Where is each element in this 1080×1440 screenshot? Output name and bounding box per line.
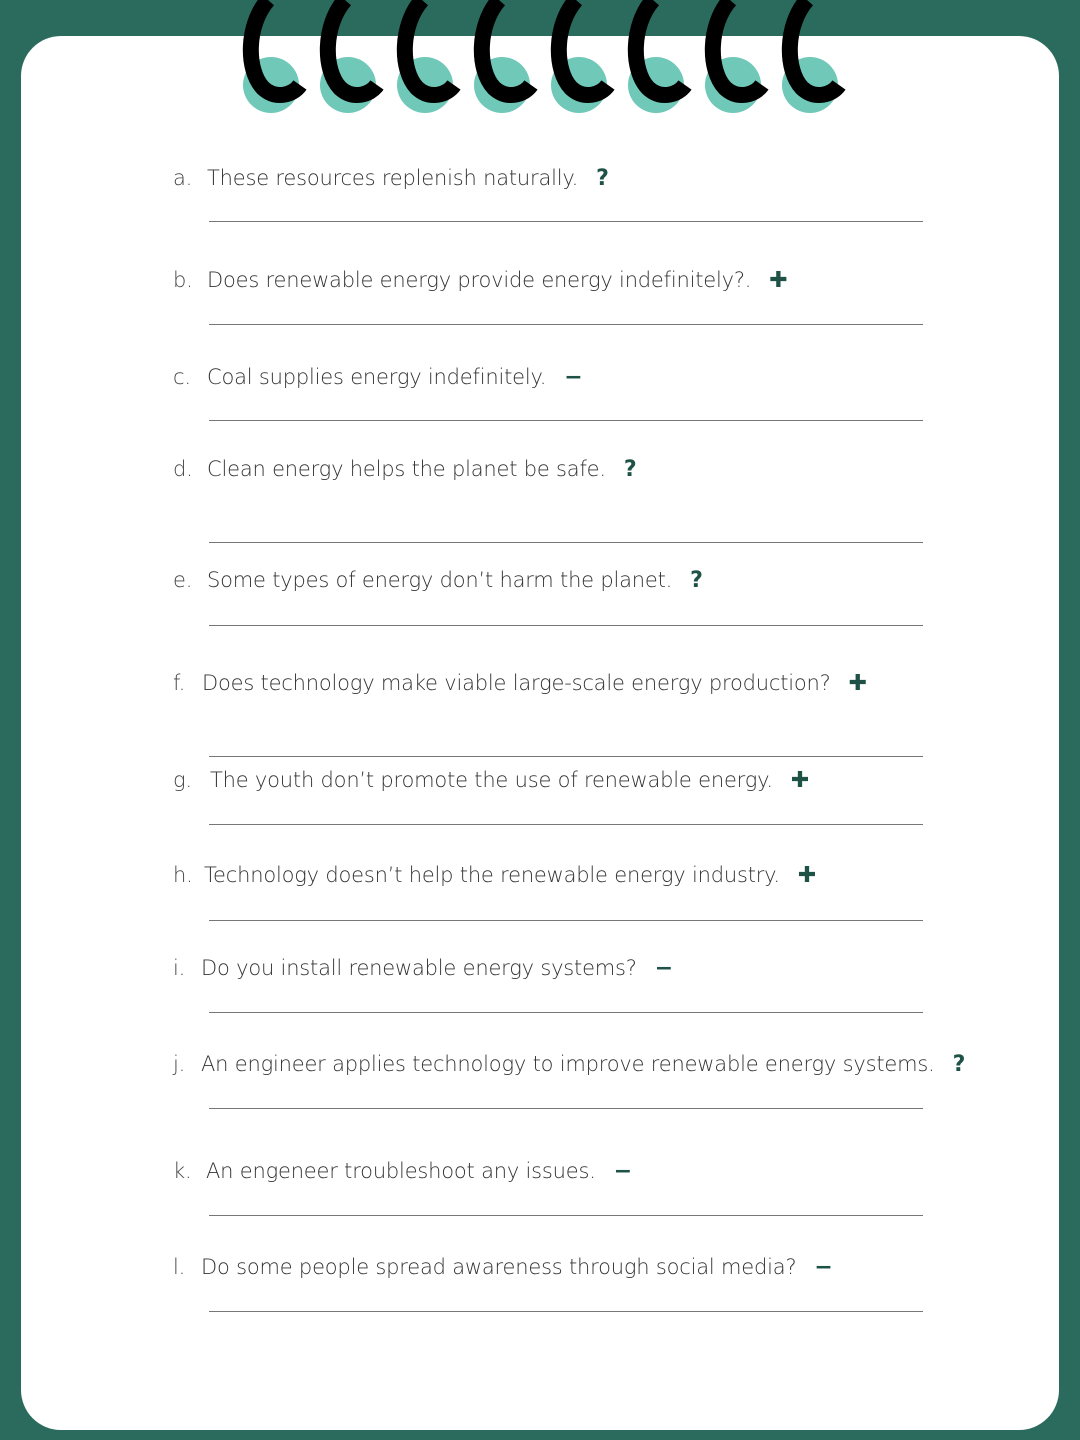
question-letter: b. — [173, 268, 193, 292]
question-text: Do you install renewable energy systems? — [201, 956, 637, 980]
question-letter: l. — [173, 1255, 186, 1279]
minus-icon: − — [654, 956, 673, 981]
question-text: An engineer applies technology to improve renewable energy systems. — [201, 1052, 935, 1076]
question-k — [173, 1159, 973, 1184]
question-f — [173, 671, 973, 696]
answer-line-f[interactable] — [209, 756, 923, 757]
question-mark-icon: ? — [690, 568, 703, 593]
question-c — [173, 365, 973, 390]
plus-icon: ✚ — [769, 268, 788, 293]
question-h — [173, 863, 973, 888]
question-letter: k. — [173, 1159, 192, 1183]
question-text: An engeneer troubleshoot any issues. — [206, 1159, 596, 1183]
question-i — [173, 956, 973, 981]
question-text: Coal supplies energy indefinitely. — [207, 365, 547, 389]
question-text: These resources replenish naturally. — [207, 166, 579, 190]
question-l — [173, 1255, 973, 1280]
question-mark-icon: ? — [952, 1052, 966, 1077]
question-a — [173, 166, 973, 191]
minus-icon: − — [564, 365, 583, 390]
question-text: Some types of energy don’t harm the planet. — [207, 568, 673, 592]
question-b — [173, 268, 973, 293]
question-d — [173, 457, 973, 482]
answer-line-b[interactable] — [209, 324, 923, 325]
question-letter: e. — [173, 568, 193, 592]
answer-line-d[interactable] — [209, 542, 923, 543]
question-letter: f. — [173, 671, 186, 695]
plus-icon: ✚ — [790, 768, 810, 793]
question-letter: d. — [173, 457, 193, 481]
question-letter: h. — [173, 863, 193, 887]
answer-line-c[interactable] — [209, 420, 923, 421]
answer-line-h[interactable] — [209, 920, 923, 921]
question-text: Does renewable energy provide energy indefinitely?. — [207, 268, 752, 292]
minus-icon: − — [814, 1255, 833, 1280]
question-letter: c. — [173, 365, 191, 389]
question-text: Does technology make viable large-scale energy production? — [202, 671, 831, 695]
plus-icon: ✚ — [848, 671, 867, 696]
answer-line-e[interactable] — [209, 625, 923, 626]
question-text: Technology doesn’t help the renewable energy industry. — [204, 863, 780, 887]
question-g — [173, 768, 973, 793]
question-text: The youth don’t promote the use of renewable energy. — [210, 768, 773, 792]
answer-line-j[interactable] — [209, 1108, 923, 1109]
question-text: Clean energy helps the planet be safe. — [207, 457, 606, 481]
question-letter: a. — [173, 166, 193, 190]
worksheet-card — [21, 36, 1059, 1430]
answer-line-g[interactable] — [209, 824, 923, 825]
question-mark-icon: ? — [623, 457, 637, 482]
question-letter: i. — [173, 956, 186, 980]
question-letter: g. — [173, 768, 192, 792]
question-mark-icon: ? — [596, 166, 609, 191]
answer-line-l[interactable] — [209, 1311, 923, 1312]
minus-icon: − — [613, 1159, 632, 1184]
question-letter: j. — [173, 1052, 186, 1076]
answer-line-i[interactable] — [209, 1012, 923, 1013]
answer-line-a[interactable] — [209, 221, 923, 222]
question-j — [173, 1052, 973, 1077]
question-e — [173, 568, 973, 593]
plus-icon: ✚ — [797, 863, 817, 888]
question-text: Do some people spread awareness through social media? — [201, 1255, 797, 1279]
answer-line-k[interactable] — [209, 1215, 923, 1216]
